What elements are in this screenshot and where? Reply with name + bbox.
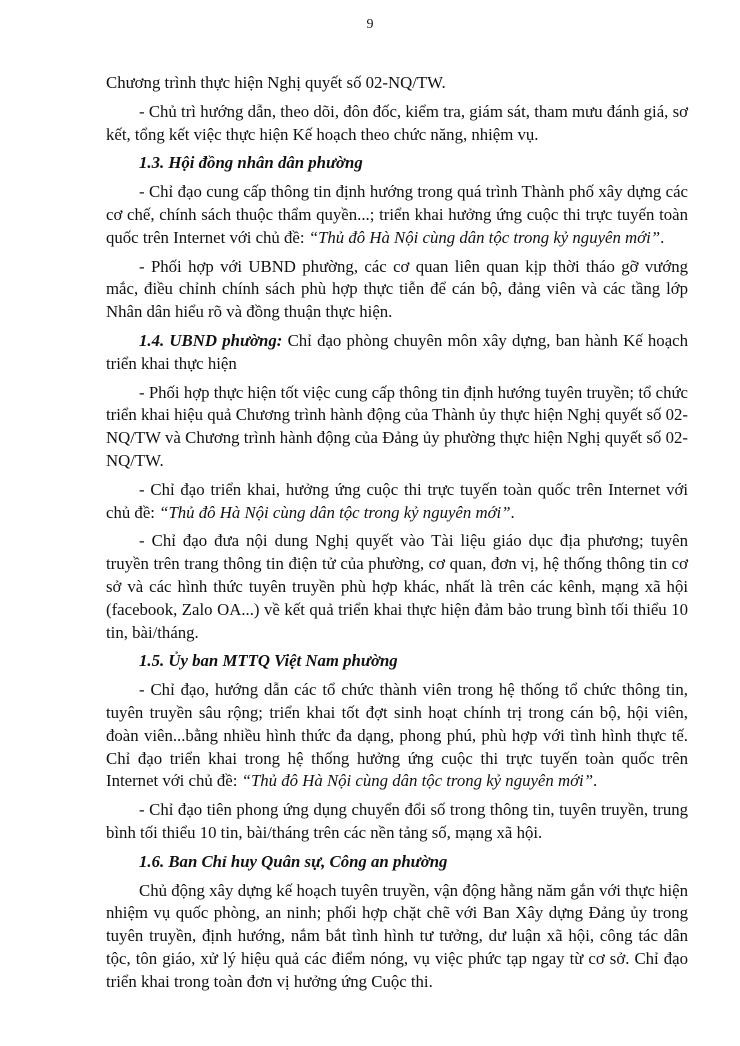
s15-p1-text: - Chỉ đạo, hướng dẫn các tổ chức thành viên trong hệ thống tổ chức thông tin, tuyên truyền sâu rộng; triển khai tốt đợt sinh hoạt chính trị trong cán bộ, hội viên, đoàn viên...bằng nhiều hình thức đa dạng, phong phú, phù hợp với tình hình thực tế. Chỉ đạo triển khai trong hệ thống hưởng ứng cuộc thi trực tuyến toàn quốc trên Internet với chủ đề:	[106, 680, 688, 791]
document-body	[106, 72, 688, 999]
s13-p1-end: .	[660, 227, 665, 247]
s14-p2-text: - Chỉ đạo triển khai, hưởng ứng cuộc thi trực tuyến toàn quốc trên Internet với chủ đề:	[106, 479, 688, 522]
page-number: 9	[366, 17, 374, 32]
s15-p1-end: .	[593, 771, 598, 791]
s15-paragraph-2: - Chỉ đạo tiên phong ứng dụng chuyển đổi số trong thông tin, tuyên truyền, trung bình tối thiểu 10 tin, bài/tháng trên các nền tảng số, mạng xã hội.	[106, 800, 688, 842]
paragraph-intro: Chương trình thực hiện Nghị quyết số 02-NQ/TW.	[106, 73, 446, 92]
s14-p2-quote: “Thủ đô Hà Nội cùng dân tộc trong kỷ nguyên mới”	[159, 502, 511, 522]
s13-p1-quote: “Thủ đô Hà Nội cùng dân tộc trong kỷ nguyên mới”	[308, 227, 661, 247]
paragraph-responsibility: - Chủ trì hướng dẫn, theo dõi, đôn đốc, kiểm tra, giám sát, tham mưu đánh giá, sơ kết, tổng kết việc thực hiện Kế hoạch theo chức năng, nhiệm vụ.	[106, 101, 688, 144]
s14-paragraph-1: - Phối hợp thực hiện tốt việc cung cấp thông tin định hướng tuyên truyền; tổ chức triển khai hiệu quả Chương trình hành động của Thành ủy thực hiện Nghị quyết số 02- NQ/TW và Chương trình hành động của Đảng ủy phường thực hiện Nghị quyết số 02- NQ/TW.	[106, 382, 688, 470]
s13-paragraph-2: - Phối hợp với UBND phường, các cơ quan liên quan kịp thời tháo gỡ vướng mắc, điều chỉnh chính sách phù hợp thực tiễn để cán bộ, đảng viên và các tầng lớp Nhân dân hiểu rõ và đồng thuận thực hiện.	[106, 256, 688, 322]
section-heading-1-6: 1.6. Ban Chỉ huy Quân sự, Công an phường	[139, 851, 448, 871]
section-heading-1-3: 1.3. Hội đồng nhân dân phường	[139, 153, 363, 173]
s16-paragraph-1: Chủ động xây dựng kế hoạch tuyên truyền, vận động hằng năm gắn với thực hiện nhiệm vụ quốc phòng, an ninh; phối hợp chặt chẽ với Ban Xây dựng Đảng ủy trong tuyên truyền, định hướng, nắm bắt tình hình tư tưởng, dư luận xã hội, công tác dân tộc, tôn giáo, xử lý hiệu quả các điểm nóng, vụ việc phức tạp ngay từ cơ sở. Chỉ đạo triển khai trong toàn đơn vị hưởng ứng Cuộc thi.	[106, 880, 688, 991]
s14-paragraph-3: - Chỉ đạo đưa nội dung Nghị quyết vào Tài liệu giáo dục địa phương; tuyên truyền trên trang thông tin điện tử của phường, cơ quan, đơn vị, hệ thống thông tin cơ sở và các hình thức tuyên truyền phù hợp khác, nhất là trên các kênh, mạng xã hội (facebook, Zalo OA...) về kết quả triển khai thực hiện đảm bảo trung bình tối thiểu 10 tin, bài/tháng.	[106, 531, 688, 642]
s15-p1-quote: “Thủ đô Hà Nội cùng dân tộc trong kỷ nguyên mới”	[241, 771, 594, 791]
s14-p2-end: .	[510, 502, 515, 522]
s15-paragraph-1	[106, 679, 688, 793]
section-heading-1-4	[106, 330, 688, 376]
s14-heading-rest: Chỉ đạo phòng chuyên môn xây dựng, ban hành Kế hoạch triển khai thực hiện	[106, 330, 688, 373]
s13-paragraph-1	[106, 181, 688, 249]
s14-heading-label: 1.4. UBND phường:	[139, 330, 283, 350]
section-heading-1-5: 1.5. Ủy ban MTTQ Việt Nam phường	[139, 651, 398, 671]
s14-paragraph-2	[106, 479, 688, 525]
s13-p1-text: - Chỉ đạo cung cấp thông tin định hướng trong quá trình Thành phố xây dựng các cơ chế, chính sách thuộc thẩm quyền...; triển khai hưởng ứng cuộc thi trực tuyến toàn quốc trên Internet với chủ đề:	[106, 182, 688, 247]
